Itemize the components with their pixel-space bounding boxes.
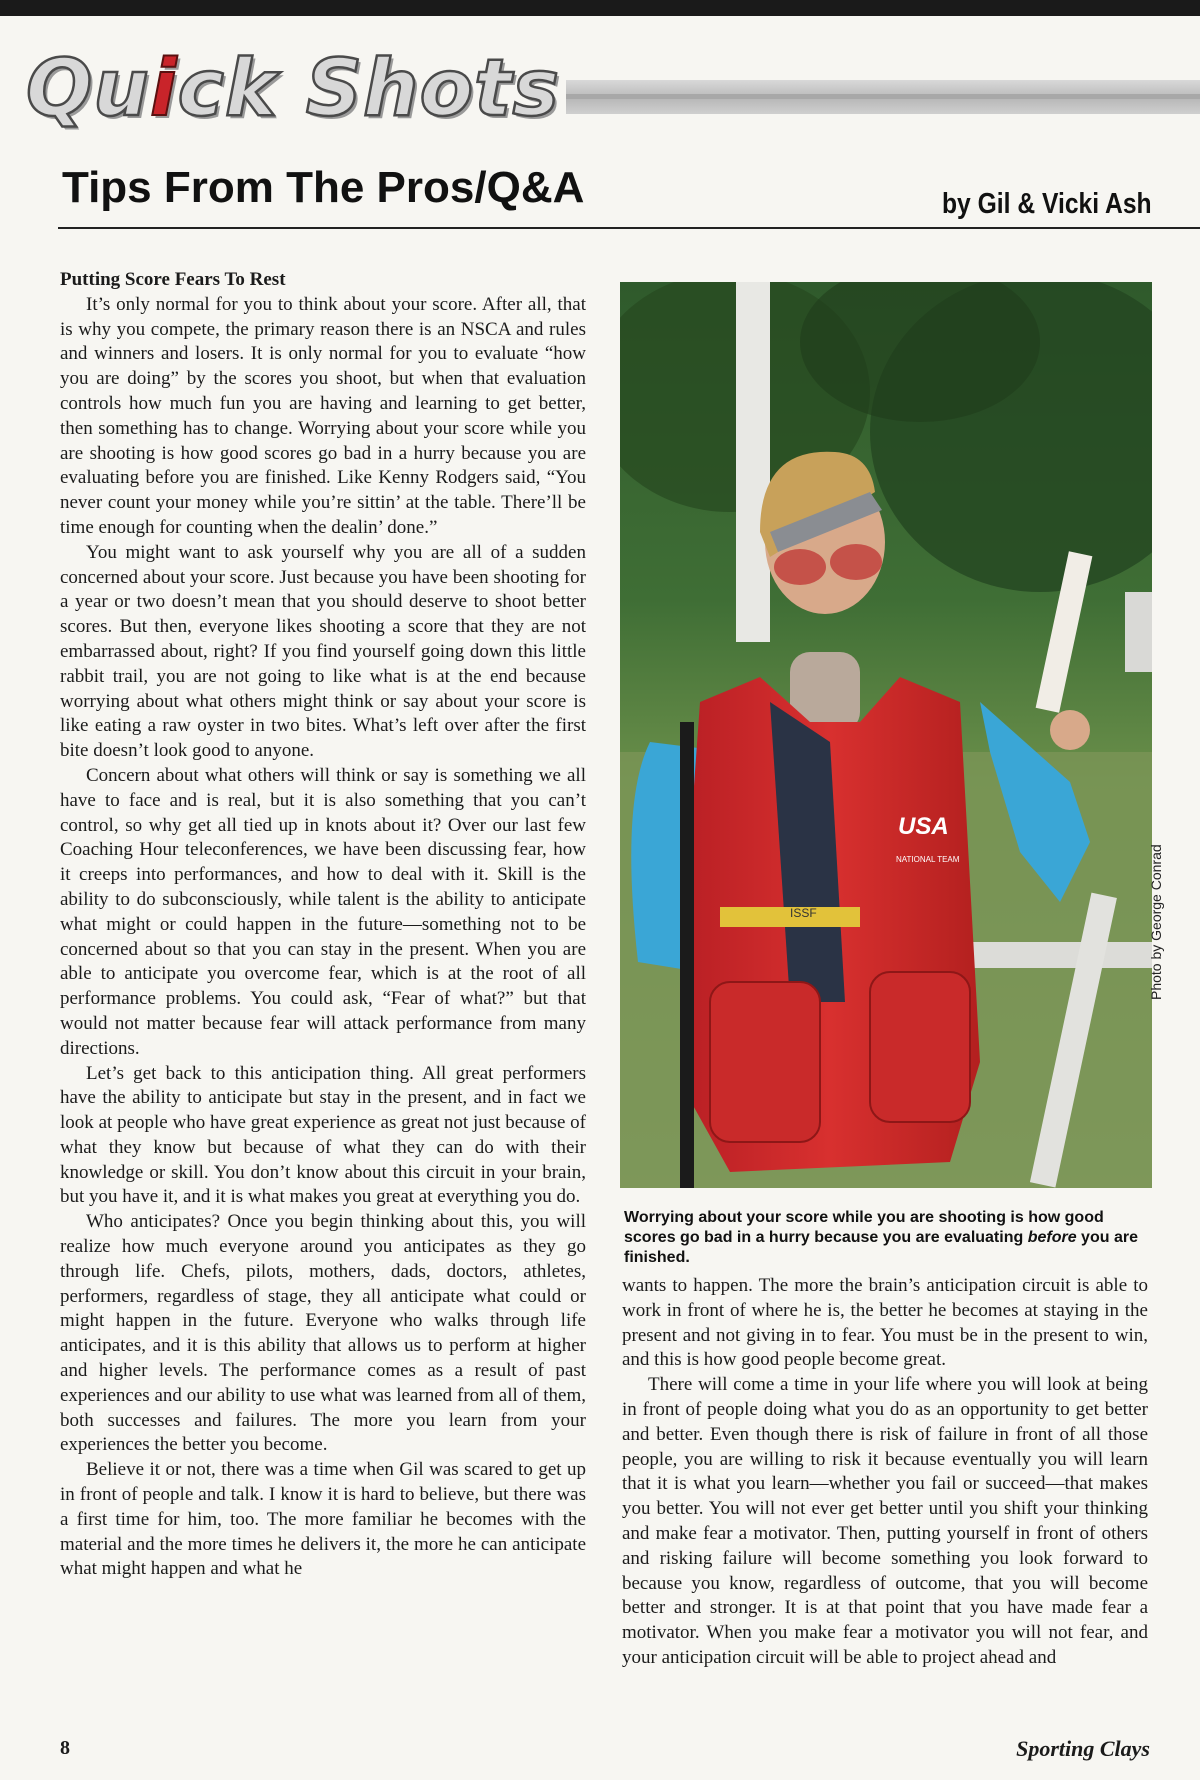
article-photo <box>620 282 1152 1188</box>
photo-caption <box>624 1208 1150 1268</box>
logo-text: Quick Shots <box>26 44 560 134</box>
byline: by Gil & Vicki Ash <box>942 188 1152 220</box>
paragraph-5: Who anticipates? Once you begin thinking about this, you will realize how much everyone around you anticipates as they go through life. Chefs, pilots, mothers, dads, doctors, athletes, performers, regardless of stage, they all anticipate what could or might happen in the future. Everyone who walks through life anticipates, and it is this ability that allows us to perform at higher and higher levels. The performance comes as a result of past experiences and our ability to use what was learned from all of them, both successes and failures. The more you learn from your experiences the better you become. <box>60 1211 586 1456</box>
magazine-name: Sporting Clays <box>1016 1736 1150 1761</box>
caption-text-post: you are finished. <box>624 1229 1138 1266</box>
paragraph-1: It’s only normal for you to think about your score. After all, that is why you compete, the primary reason there is an NSCA and rules and winners and losers. It is only normal for you to evaluate “how you are doing” by the scores you shoot, but when that evaluation controls how much fun you are having and learning to get better, then something has to change. Worrying about your score while you are shooting is how good scores go bad in a hurry because you are evaluating before you are finished. Like Kenny Rodgers said, “You never count your money while you’re sittin’ at the table. There’ll be time enough for counting when the dealin’ done.” <box>60 293 586 538</box>
article-heading: Putting Score Fears To Rest <box>60 269 286 290</box>
paragraph-7: wants to happen. The more the brain’s anticipation circuit is able to work in front of where he is, the better he becomes at staying in the present and not giving in to fear. You must be in the present to win, and this is how good people become great. <box>622 1275 1148 1371</box>
section-title: Tips From The Pros/Q&A <box>62 163 585 212</box>
left-column <box>60 268 586 1582</box>
paragraph-8: There will come a time in your life where you will look at being in front of people doing what you do as an opportunity to get better and better. Even though there is risk of failure in front of all those people, you are willing to risk it because eventually you will learn that it is what you learn—whether you fail or succeed—that makes you better. You will not ever get better until you shift your thinking and make fear a motivator. Then, putting yourself in front of others and risking failure will become something you look forward to because you know, regardless of outcome, that you will become better and stronger. It is at that point that you have made fear a motivator. When you make fear a motivator you will not fear, and your anticipation circuit will be able to project ahead and <box>622 1374 1148 1668</box>
page-number: 8 <box>60 1737 70 1759</box>
paragraph-2: You might want to ask yourself why you are all of a sudden concerned about your score. Just because you have been shooting for a year or two doesn’t mean that you should deserve to shoot better scores. But then, everyone likes shooting a score that they are not embarrassed about, right? If you find yourself going down this little rabbit trail, you are not going to like what is at the end because worrying about what others might think or say about your score is like eating a raw oyster in two bites. What’s left over after the first bite doesn’t look good to anyone. <box>60 541 586 762</box>
caption-text-pre: Worrying about your score while you are shooting is how good scores go bad in a hurry because you are evaluating <box>624 1209 1104 1246</box>
quick-shots-logo <box>26 46 1200 132</box>
caption-text-emphasis: before <box>1027 1229 1077 1246</box>
photo-credit: Photo by George Conrad <box>1148 844 1164 1000</box>
header-rule <box>58 227 1200 229</box>
vest-logo-text: USA <box>898 813 949 840</box>
belt-text: ISSF <box>790 906 817 920</box>
vest-sub-text: NATIONAL TEAM <box>896 855 960 864</box>
logo-stripe <box>566 80 1200 114</box>
paragraph-4: Let’s get back to this anticipation thing. All great performers have the ability to anticipate but stay in the present, and in fact we look at people who have great experience as great not just because of what they know but because of what they can do with their knowledge or skill. You don’t know about this circuit in your brain, but you have it, and it is what makes you great at everything you do. <box>60 1062 586 1208</box>
paragraph-6: Believe it or not, there was a time when Gil was scared to get up in front of people and talk. I know it is hard to believe, but there was a first time for him, too. The more familiar he becomes with the material and the more times he delivers it, the more he can anticipate what might happen and what he <box>60 1459 586 1580</box>
shooter-photo-illustration <box>620 282 1152 1188</box>
paragraph-3: Concern about what others will think or say is something we all have to face and is real, but it is also something that you can’t control, so why get all tied up in knots about it? Over our last few Coaching Hour teleconferences, we have been discussing fear, how it creeps into performances, and how to deal with it. Skill is the ability to do subconsciously, while talent is the ability to anticipate what might or could happen in the future—something not to be concerned about so that you can stay in the present. When you are able to anticipate you overcome fear, which is at the root of all performance problems. You could ask, “Fear of what?” but that would not matter because fear will attack performance from many directions. <box>60 764 586 1059</box>
top-band <box>0 0 1200 16</box>
right-column <box>622 1274 1148 1671</box>
